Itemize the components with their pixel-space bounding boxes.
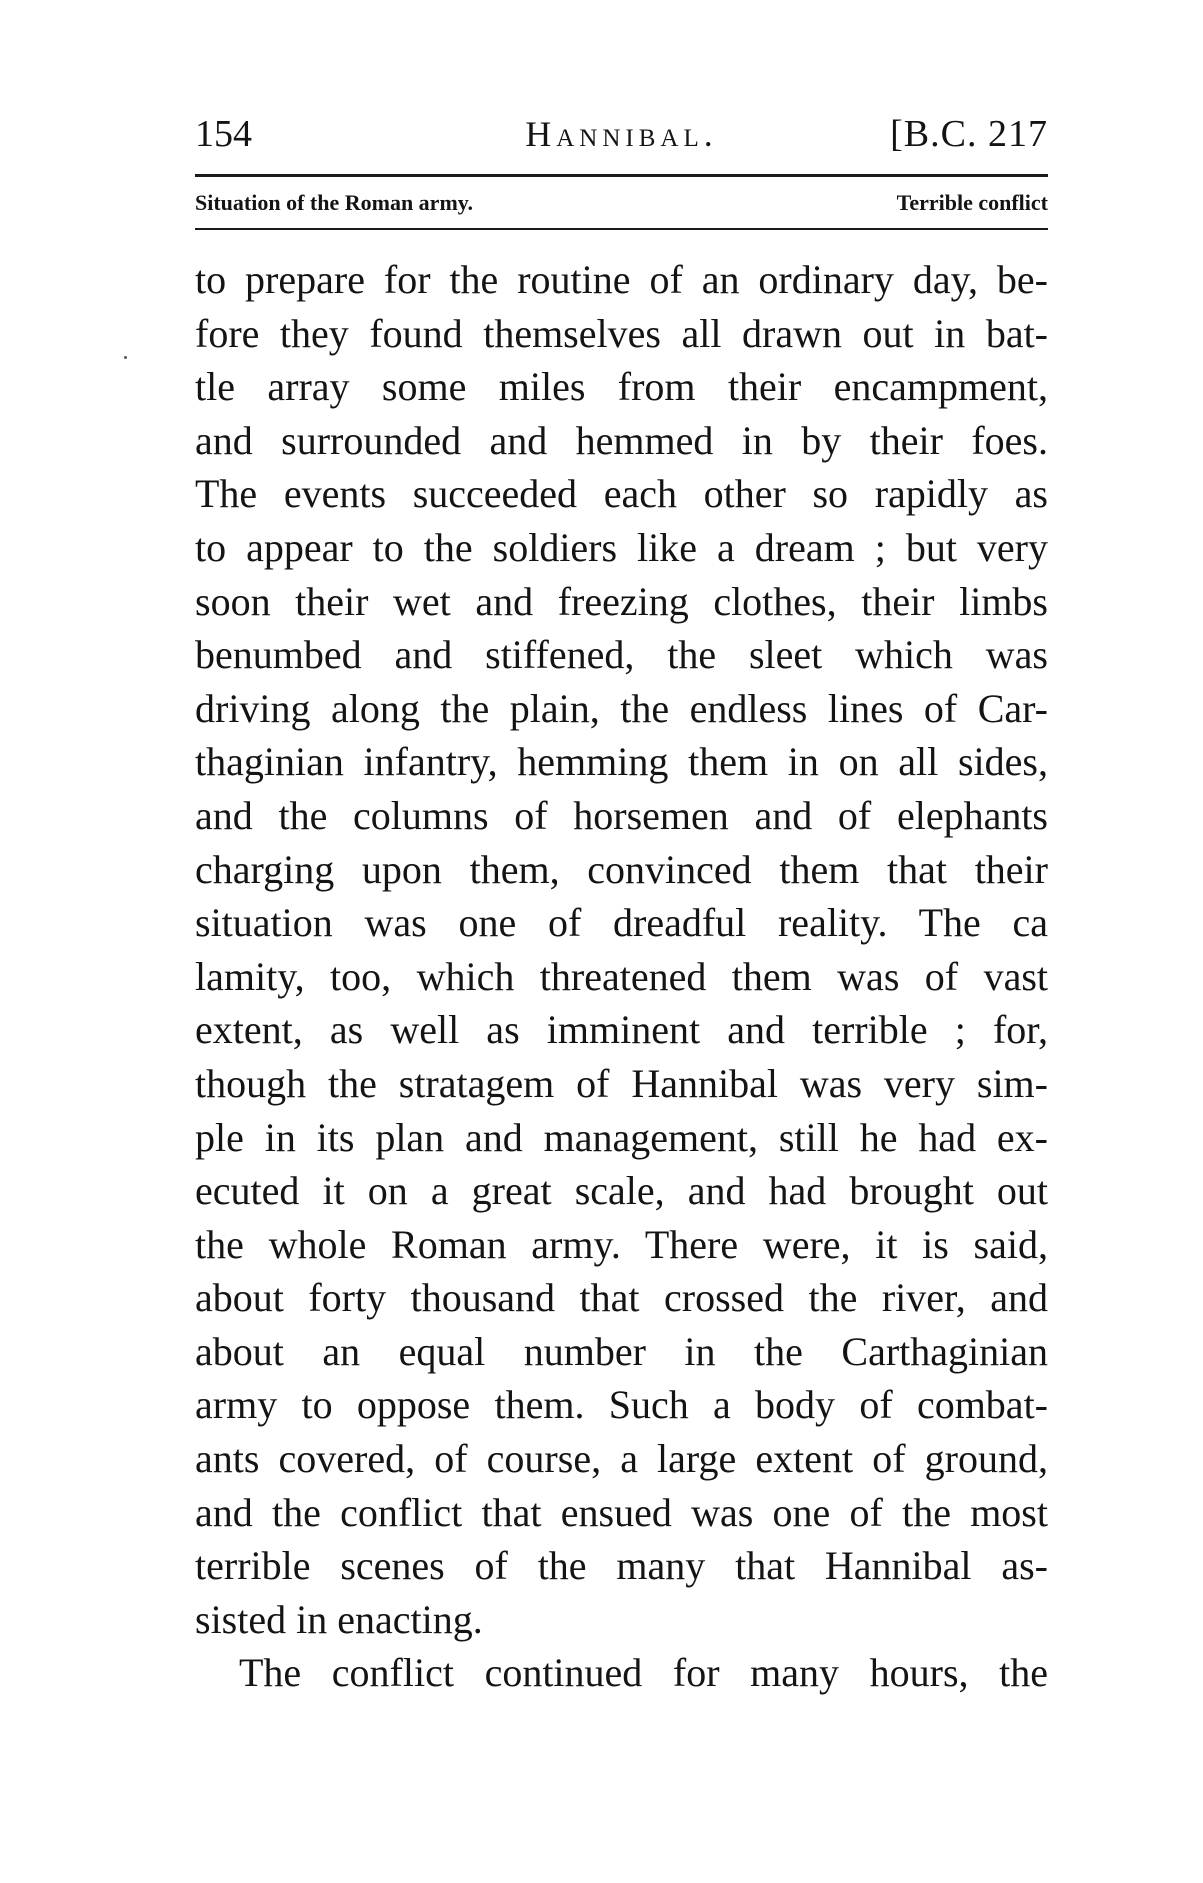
book-title: Hannibal.: [525, 114, 718, 154]
text-line: and the conflict that ensued was one of the most: [195, 1489, 1048, 1535]
text-line: soon their wet and freezing clothes, their limbs: [195, 578, 1048, 624]
print-speck: [124, 356, 127, 359]
text-line: ecuted it on a great scale, and had brought out: [195, 1168, 1048, 1214]
text-line: fore they found themselves all drawn out in bat-: [195, 310, 1048, 356]
date-reference: [B.C. 217: [890, 113, 1048, 155]
paragraph-first-line: The conflict continued for many hours, the: [239, 1650, 1048, 1696]
text-line: situation was one of dreadful reality. The ca: [195, 900, 1048, 946]
body-text: [195, 253, 1048, 1700]
page-number: 154: [195, 113, 252, 155]
text-line: ple in its plan and management, still he had ex-: [195, 1114, 1048, 1160]
text-line: ants covered, of course, a large extent of ground,: [195, 1436, 1048, 1482]
text-line: to appear to the soldiers like a dream ; but very: [195, 524, 1048, 570]
text-line: thaginian infantry, hemming them in on all sides,: [195, 739, 1048, 785]
text-line: to prepare for the routine of an ordinary day, be-: [195, 257, 1048, 302]
text-line: charging upon them, convinced them that their: [195, 846, 1048, 892]
text-line: about forty thousand that crossed the river, and: [195, 1275, 1048, 1321]
running-head: [195, 108, 1048, 160]
text-line: lamity, too, which threatened them was of vast: [195, 953, 1048, 999]
text-line: and surrounded and hemmed in by their foes.: [195, 417, 1048, 463]
text-line: terrible scenes of the many that Hannibal as-: [195, 1543, 1048, 1589]
header-rule-top: [195, 174, 1048, 177]
text-line: driving along the plain, the endless lines of Car-: [195, 685, 1048, 731]
text-line: benumbed and stiffened, the sleet which was: [195, 632, 1048, 678]
text-line: the whole Roman army. There were, it is said,: [195, 1221, 1048, 1267]
text-line: tle array some miles from their encampment,: [195, 364, 1048, 410]
text-line: about an equal number in the Carthaginian: [195, 1328, 1048, 1374]
shoulder-note-right: Terrible conflict: [896, 190, 1048, 215]
shoulder-notes: [195, 186, 1048, 220]
text-line: though the stratagem of Hannibal was very sim-: [195, 1060, 1048, 1106]
header-rule-bottom: [195, 228, 1048, 230]
text-line: The events succeeded each other so rapidly as: [195, 471, 1048, 517]
text-line: sisted in enacting.: [195, 1596, 483, 1642]
text-line: army to oppose them. Such a body of combat-: [195, 1382, 1048, 1428]
text-line: and the columns of horsemen and of elephants: [195, 792, 1048, 838]
shoulder-note-left: Situation of the Roman army.: [195, 190, 474, 215]
text-line: extent, as well as imminent and terrible ; for,: [195, 1007, 1048, 1053]
